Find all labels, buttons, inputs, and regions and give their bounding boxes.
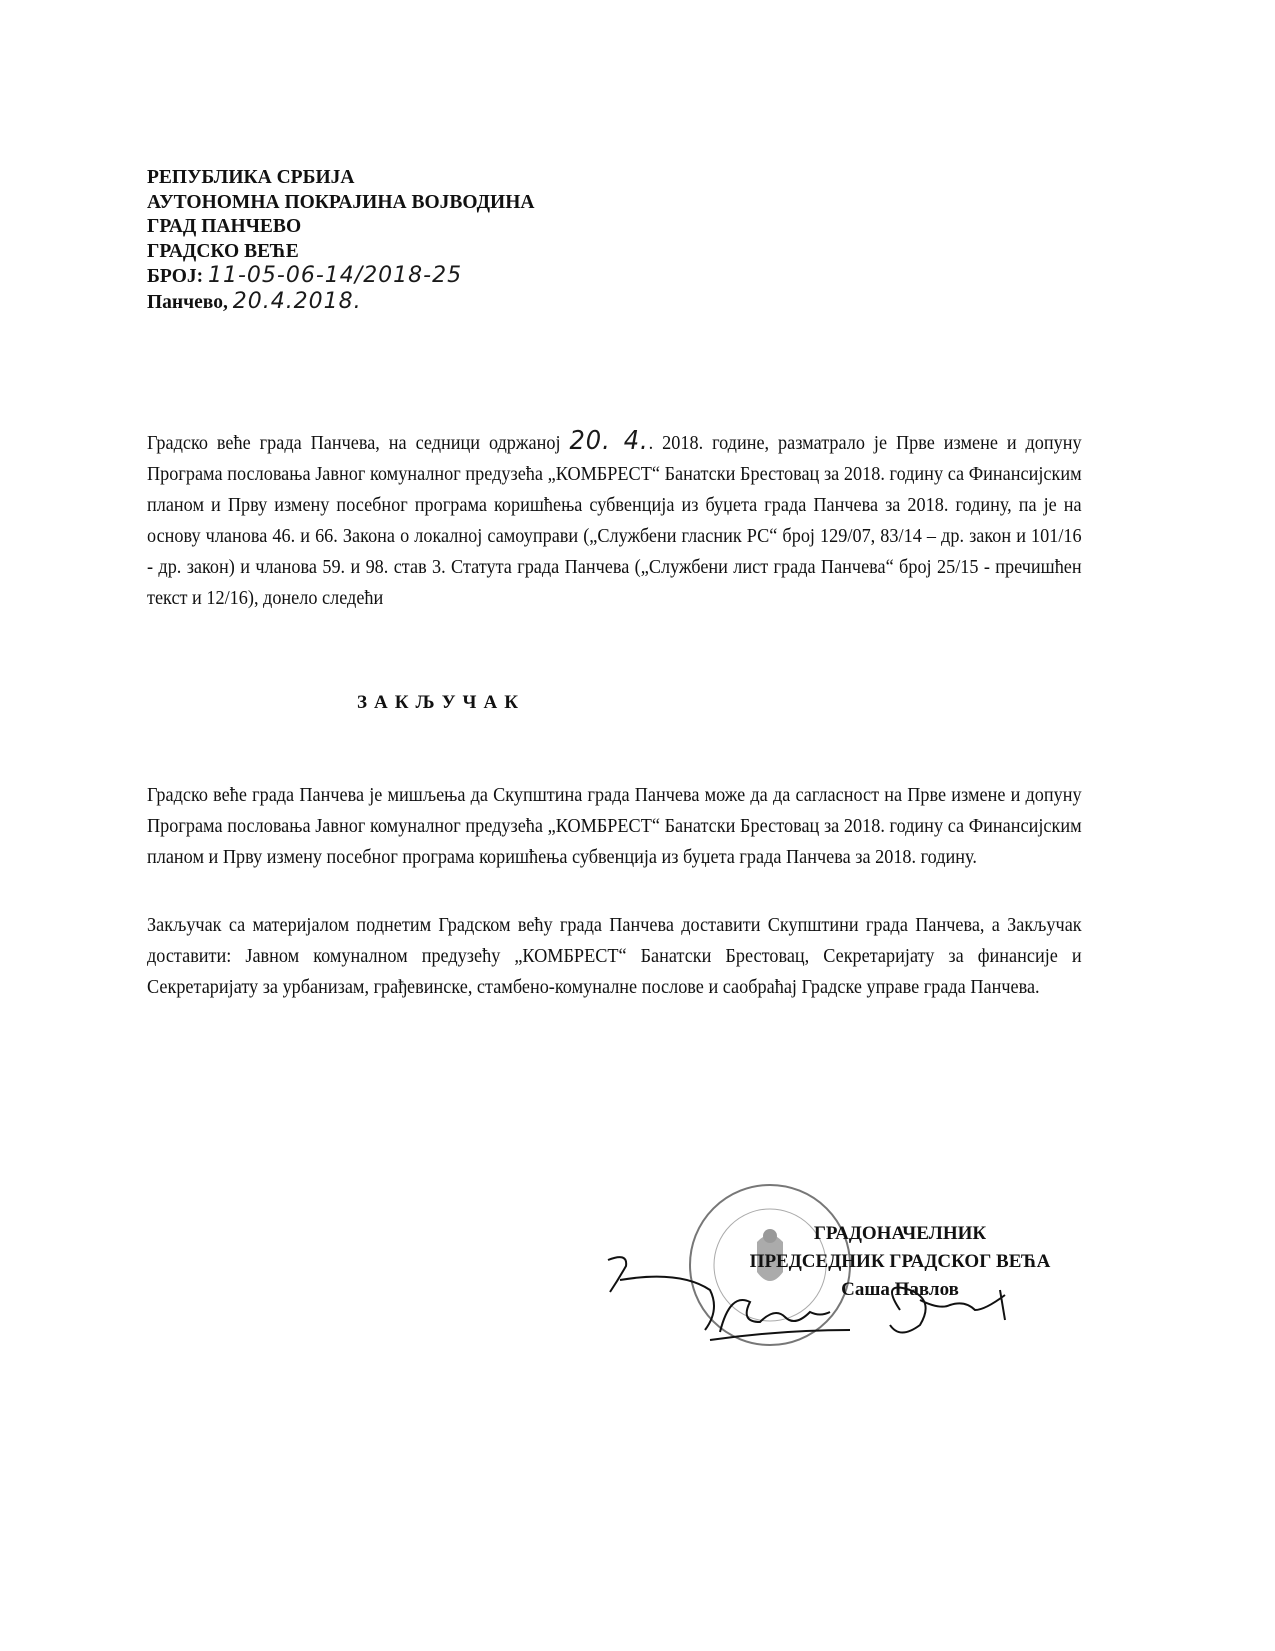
handwritten-date: 20.4.2018. xyxy=(232,288,362,314)
signatory-role-mayor: ГРАДОНАЧЕЛНИК xyxy=(813,1223,987,1244)
place-label: Панчево, xyxy=(147,291,228,313)
intro-text-start: Градско веће града Панчева, на седници одржаној xyxy=(147,433,561,454)
signatory-role-president: ПРЕДСЕДНИК ГРАДСКОГ ВЕЋА xyxy=(749,1251,1051,1272)
handwritten-number: 11-05-06-14/2018-25 xyxy=(207,263,463,288)
header-province: АУТОНОМНА ПОКРАЈИНА ВОЈВОДИНА xyxy=(147,191,535,213)
document-header xyxy=(147,166,534,315)
header-council: ГРАДСКО ВЕЋЕ xyxy=(147,240,299,262)
handwritten-meeting-date: 20. 4. xyxy=(569,426,649,456)
header-city: ГРАД ПАНЧЕВО xyxy=(147,216,302,237)
header-country: РЕПУБЛИКА СРБИЈА xyxy=(147,167,355,188)
header-place-date xyxy=(147,290,534,316)
conclusion-paragraph-1: Градско веће града Панчева је мишљења да Скупштина града Панчева може да да сагласност на Прве измене и допуну Програма пословања Јавног комуналног предузећа „КОМБРЕСТ“ Банатски Брестовац за 2018. годину са Финансијским планом и Прву измену посебног програма коришћења субвенција из буџета града Панчева за 2018. годину. xyxy=(147,785,1082,868)
intro-text-rest: . 2018. године, разматрало је Прве измене и допуну Програма пословања Јавног комуналног предузећа „КОМБРЕСТ“ Банатски Брестовац за 2018. годину са Финансијским планом и Прву измену посебног програма коришћења субвенција из буџета града Панчева за 2018. годину, па је на основу чланова 46. и 66. Закона о локалној самоуправи („Службени гласник РС“ број 129/07, 83/14 – др. закон и 101/16 - др. закон) и чланова 59. и 98. став 3. Статута града Панчева („Службени лист града Панчева“ број 25/15 - пречишћен текст и 12/16), донело следећи xyxy=(147,433,1082,609)
document-title: ЗАКЉУЧАК xyxy=(357,692,525,713)
handwritten-signature xyxy=(600,1240,1020,1350)
signatory-name: Саша Павлов xyxy=(841,1279,959,1300)
conclusion-paragraph-2: Закључак са материјалом поднетим Градском већу града Панчева доставити Скупштини града Панчева, а Закључак доставити: Јавном комуналном предузећу „КОМБРЕСТ“ Банатски Брестовац, Секретаријату за финансије и Секретаријату за урбанизам, грађевинске, стамбено-комуналне послове и саобраћај Градске управе града Панчева. xyxy=(147,915,1082,998)
intro-paragraph xyxy=(147,428,1082,614)
number-label: БРОЈ: xyxy=(147,266,204,287)
header-number xyxy=(147,264,534,290)
